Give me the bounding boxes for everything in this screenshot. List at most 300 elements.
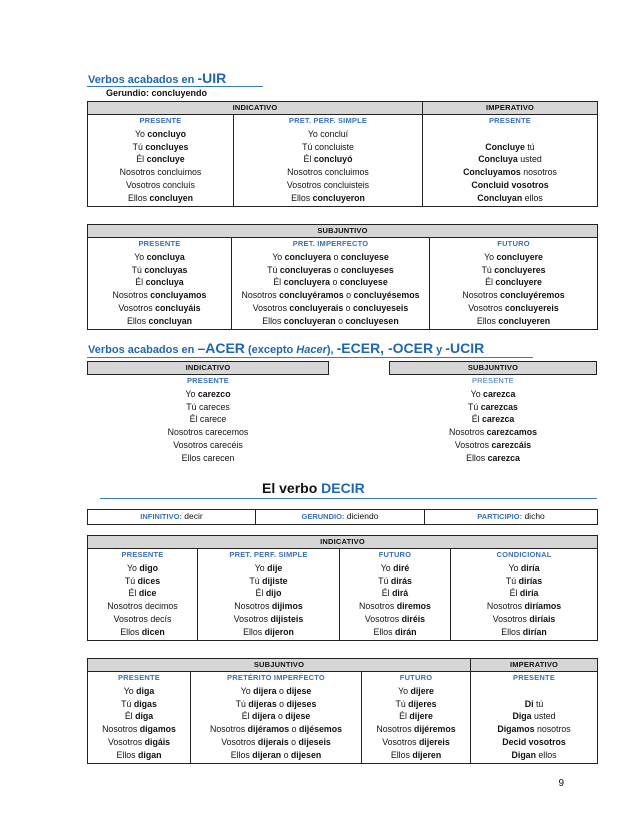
conjugation-text: Vosotros — [454, 439, 492, 450]
uir-imperativo-list — [423, 128, 597, 205]
acer-title — [88, 340, 484, 358]
conjugation-form: Digamos — [497, 724, 535, 735]
conjugation-form: carezcas — [480, 401, 518, 412]
conjugation-form: dijiste — [262, 575, 288, 586]
conjugation-row — [88, 723, 190, 736]
conjugation-form: concluyen — [149, 192, 194, 203]
conjugation-form: dirás — [390, 575, 412, 586]
conjugation-text: Él — [399, 711, 410, 722]
conjugation-text: Nosotros — [112, 290, 151, 301]
conjugation-row — [423, 141, 597, 154]
decir-title — [262, 480, 365, 496]
conjugation-form: diremos — [396, 601, 431, 612]
conjugation-text: Nosotros concluimos — [287, 167, 369, 178]
conjugation-text: Yo — [470, 388, 484, 399]
conjugation-row — [471, 710, 597, 723]
decir-cond-label: CONDICIONAL — [496, 550, 552, 559]
conjugation-row — [88, 698, 190, 711]
conjugation-form: concluyereis — [504, 302, 559, 313]
uir-presente-list — [88, 128, 233, 205]
conjugation-form: dicen — [141, 626, 165, 637]
conjugation-text: Yo — [134, 128, 148, 139]
conjugation-row — [88, 401, 329, 414]
conjugation-row — [198, 600, 339, 613]
conjugation-form: dijerais — [257, 736, 289, 747]
conjugation-text: Él — [509, 588, 520, 599]
conjugation-row — [232, 264, 429, 277]
conjugation-form: concluyas — [144, 264, 188, 275]
acer-title-3: (excepto — [244, 344, 297, 356]
conjugation-row — [88, 179, 233, 192]
conjugation-form: dirá — [392, 588, 409, 599]
conjugation-row — [451, 587, 597, 600]
conjugation-row — [191, 723, 361, 736]
conjugation-text: Yo — [123, 685, 137, 696]
uir-s-futuro-list — [430, 251, 597, 328]
conjugation-form: diría — [519, 588, 539, 599]
conjugation-text: Ellos — [127, 192, 150, 203]
conjugation-text: Yo — [272, 251, 285, 262]
conjugation-row — [390, 413, 597, 426]
conjugation-text: o — [343, 290, 354, 301]
conjugation-text: Yo — [484, 251, 497, 262]
conjugation-form: carezca — [487, 452, 520, 463]
conjugation-text: o — [275, 711, 286, 722]
uir-ind-header: INDICATIVO — [88, 102, 423, 115]
conjugation-row — [430, 302, 597, 315]
conjugation-row — [423, 128, 597, 141]
conjugation-form: concluyéremos — [500, 290, 565, 301]
conjugation-form: concluyáis — [155, 302, 201, 313]
decir-s-imp-label: PRETÉRITO IMPERFECTO — [227, 673, 325, 682]
conjugation-text: Nosotros concluimos — [119, 167, 202, 178]
conjugation-text: Yo — [398, 685, 411, 696]
conjugation-form: dijera — [253, 685, 277, 696]
conjugation-row — [198, 562, 339, 575]
conjugation-form: concluyó — [313, 154, 353, 165]
conjugation-form: concluyeron — [312, 192, 365, 203]
acer-title-6: -ECER, -OCER — [336, 340, 434, 356]
conjugation-text: Él — [136, 154, 147, 165]
conjugation-row — [191, 710, 361, 723]
conjugation-row — [451, 575, 597, 588]
uir-pret-label: PRET. PERF. SIMPLE — [288, 116, 368, 125]
conjugation-text: Nosotros — [359, 601, 397, 612]
conjugation-row — [390, 426, 597, 439]
decir-ger-value: diciendo — [344, 511, 379, 521]
acer-title-4: Hacer — [296, 344, 327, 356]
conjugation-text: Él — [471, 414, 482, 425]
decir-info-table — [87, 509, 597, 525]
conjugation-row — [88, 264, 231, 277]
acer-indicativo-table — [87, 361, 329, 466]
page-number: 9 — [558, 778, 564, 789]
conjugation-form: Concluyan — [477, 192, 523, 203]
conjugation-row — [451, 626, 597, 639]
conjugation-row — [191, 736, 361, 749]
conjugation-form: concluya — [146, 251, 185, 262]
decir-s-fut-label: FUTURO — [399, 673, 433, 682]
conjugation-row — [88, 736, 190, 749]
conjugation-form: diríamos — [524, 601, 562, 612]
conjugation-text: Nosotros — [376, 724, 415, 735]
conjugation-row — [88, 626, 197, 639]
conjugation-text: tú — [524, 141, 535, 152]
conjugation-text: Ellos — [390, 749, 413, 760]
conjugation-row — [88, 251, 231, 264]
uir-subjuntivo-table — [87, 224, 597, 330]
conjugation-form: digas — [133, 698, 157, 709]
acer-sub-list — [390, 388, 597, 465]
conjugation-text: Vosotros — [107, 736, 145, 747]
conjugation-form: Concluya — [478, 154, 518, 165]
conjugation-text: Ellos — [291, 192, 313, 203]
decir-s-imperfecto-list — [191, 685, 361, 762]
conjugation-text: Vosotros — [468, 302, 505, 313]
conjugation-row — [198, 587, 339, 600]
conjugation-form: concluyera — [283, 277, 331, 288]
conjugation-text: Nosotros — [486, 601, 525, 612]
conjugation-form: dijeron — [264, 626, 294, 637]
conjugation-row — [88, 192, 233, 205]
conjugation-row — [423, 192, 597, 205]
decir-presente-list — [88, 562, 197, 639]
conjugation-form: dijesen — [290, 749, 322, 760]
conjugation-text: Tú — [395, 698, 409, 709]
conjugation-form: concluyere — [496, 251, 543, 262]
conjugation-row — [88, 166, 233, 179]
conjugation-row — [88, 452, 329, 465]
conjugation-text: Vosotros — [118, 302, 156, 313]
conjugation-form: dijéramos — [247, 724, 290, 735]
conjugation-row — [88, 128, 233, 141]
conjugation-row — [362, 710, 470, 723]
acer-title-2: –ACER — [197, 340, 245, 356]
decir-s-pres-label: PRESENTE — [117, 673, 161, 682]
acer-title-5: ), — [326, 344, 337, 356]
conjugation-row — [88, 685, 190, 698]
conjugation-form: dijese — [286, 685, 312, 696]
conjugation-text: Vosotros — [382, 736, 419, 747]
conjugation-text: Ellos — [120, 626, 142, 637]
conjugation-form: carezca — [481, 414, 515, 425]
conjugation-form: concluyamos — [150, 290, 207, 301]
conjugation-text: Nosotros — [448, 427, 487, 438]
conjugation-text: Vosotros — [492, 613, 530, 624]
conjugation-form: dice — [138, 588, 157, 599]
decir-inf-label: INFINITIVO: — [140, 512, 182, 521]
uir-s-imperfecto-list — [232, 251, 429, 328]
conjugation-form: digáis — [144, 736, 171, 747]
conjugation-text: Yo — [254, 562, 268, 573]
decir-title-pre: El verbo — [262, 480, 322, 496]
conjugation-row — [451, 613, 597, 626]
conjugation-form: concluya — [145, 277, 184, 288]
conjugation-row — [340, 613, 450, 626]
conjugation-text: o — [276, 698, 287, 709]
decir-pret-label: PRET. PERF. SIMPLE — [229, 550, 308, 559]
acer-ind-header: INDICATIVO — [88, 362, 329, 375]
conjugation-text: o — [331, 264, 342, 275]
conjugation-row — [88, 315, 231, 328]
acer-sub-header: SUBJUNTIVO — [390, 362, 597, 375]
conjugation-row — [88, 587, 197, 600]
conjugation-form: diréis — [401, 613, 426, 624]
conjugation-text: nosotros — [520, 167, 557, 178]
conjugation-row — [430, 251, 597, 264]
conjugation-row — [88, 276, 231, 289]
acer-title-1: Verbos acabados en — [88, 344, 198, 356]
decir-pres-label: PRESENTE — [121, 550, 164, 559]
conjugation-row — [423, 166, 597, 179]
conjugation-form: diré — [393, 562, 410, 573]
conjugation-form: Concluyamos — [463, 167, 521, 178]
uir-s-presente-list — [88, 251, 231, 328]
decir-par-value: dicho — [522, 511, 545, 521]
uir-s-fut-label: FUTURO — [497, 239, 530, 248]
conjugation-row — [390, 401, 597, 414]
conjugation-form: concluyera — [284, 251, 332, 262]
conjugation-form: digamos — [139, 724, 176, 735]
conjugation-text: usted — [517, 154, 542, 165]
conjugation-text: nosotros — [534, 724, 571, 735]
conjugation-row — [362, 698, 470, 711]
conjugation-row — [88, 289, 231, 302]
uir-title-underline — [87, 86, 263, 87]
acer-title-8: -UCIR — [445, 340, 485, 356]
conjugation-text: Vosotros — [221, 736, 258, 747]
conjugation-text: Yo — [127, 562, 140, 573]
conjugation-form: concluyese — [339, 277, 388, 288]
acer-sub-label: PRESENTE — [471, 376, 515, 385]
conjugation-text: o — [331, 251, 341, 262]
conjugation-form: dijera — [252, 711, 276, 722]
conjugation-form: carezco — [197, 388, 231, 399]
conjugation-text: Yo — [508, 562, 521, 573]
conjugation-row — [430, 289, 597, 302]
conjugation-text: o — [343, 302, 353, 313]
conjugation-text: Ellos — [466, 452, 488, 463]
decir-fut-label: FUTURO — [378, 550, 412, 559]
conjugation-row — [471, 736, 597, 749]
conjugation-text: Nosotros — [234, 601, 272, 612]
conjugation-row — [423, 153, 597, 166]
conjugation-text: Tú careces — [186, 401, 230, 412]
decir-sub-header: SUBJUNTIVO — [88, 659, 471, 672]
conjugation-form: concluyeren — [498, 315, 551, 326]
conjugation-text: Vosotros decís — [113, 613, 172, 624]
conjugation-row — [390, 452, 597, 465]
decir-inf-value: decir — [181, 511, 203, 521]
uir-s-pres-label: PRESENTE — [138, 239, 181, 248]
conjugation-form: Decid vosotros — [502, 736, 566, 747]
conjugation-form: concluyeseis — [353, 302, 409, 313]
uir-title-suffix: -UIR — [197, 70, 227, 86]
conjugation-text: Tú — [235, 698, 249, 709]
conjugation-form: dijeras — [248, 698, 277, 709]
conjugation-text: Vosotros — [233, 613, 271, 624]
conjugation-row — [88, 141, 233, 154]
conjugation-row — [390, 439, 597, 452]
conjugation-row — [362, 749, 470, 762]
conjugation-row — [451, 562, 597, 575]
conjugation-text: Nosotros — [209, 724, 248, 735]
conjugation-text: Nosotros — [241, 290, 280, 301]
conjugation-text: o — [288, 736, 299, 747]
conjugation-text: o — [335, 315, 346, 326]
conjugation-text: Él — [128, 588, 139, 599]
conjugation-form: concluyese — [340, 251, 389, 262]
conjugation-text: Vosotros concluisteis — [286, 179, 370, 190]
conjugation-form: carezcáis — [491, 439, 532, 450]
conjugation-form: dijisteis — [270, 613, 304, 624]
conjugation-row — [234, 141, 422, 154]
conjugation-form: dirán — [395, 626, 417, 637]
conjugation-row — [471, 723, 597, 736]
decir-s-presente-list — [88, 685, 190, 762]
conjugation-row — [88, 562, 197, 575]
conjugation-form: concluyésemos — [353, 290, 420, 301]
decir-imperativo-list — [471, 685, 597, 762]
conjugation-text: tú — [533, 698, 544, 709]
conjugation-text: Ellos — [262, 315, 284, 326]
uir-gerundio: Gerundio: concluyendo — [106, 88, 208, 98]
decir-preterito-list — [198, 562, 339, 639]
conjugation-text: Él — [241, 711, 253, 722]
conjugation-form: dijeres — [408, 698, 437, 709]
conjugation-text: Ellos — [243, 626, 265, 637]
conjugation-form: concluyan — [148, 315, 193, 326]
conjugation-text: Él — [485, 277, 496, 288]
conjugation-text: Yo — [185, 388, 198, 399]
conjugation-row — [234, 192, 422, 205]
decir-par-label: PARTICIPIO: — [477, 512, 523, 521]
conjugation-form: concluyeran — [283, 315, 336, 326]
conjugation-form: dijere — [409, 711, 433, 722]
conjugation-form: Digan — [511, 749, 536, 760]
conjugation-text: Tú — [121, 698, 134, 709]
conjugation-row — [430, 315, 597, 328]
decir-ger-label: GERUNDIO: — [301, 512, 345, 521]
conjugation-text: Vosotros carecéis — [173, 439, 243, 450]
conjugation-text: o — [289, 724, 299, 735]
conjugation-text: Nosotros — [462, 290, 501, 301]
conjugation-text: Tú — [378, 575, 391, 586]
conjugation-form: dijéremos — [414, 724, 456, 735]
uir-preterito-list — [234, 128, 422, 205]
conjugation-form: dijeses — [286, 698, 317, 709]
uir-s-imp-label: PRET. IMPERFECTO — [292, 239, 369, 248]
conjugation-form: concluyeses — [341, 264, 394, 275]
conjugation-row — [471, 698, 597, 711]
conjugation-text: Yo — [134, 251, 147, 262]
uir-indicativo-table — [87, 101, 597, 207]
conjugation-row — [362, 685, 470, 698]
conjugation-text: Ellos — [501, 626, 523, 637]
conjugation-row — [234, 153, 422, 166]
acer-ind-list — [88, 388, 329, 465]
conjugation-row — [88, 710, 190, 723]
conjugation-form: concluyeras — [279, 264, 332, 275]
conjugation-form: dirías — [518, 575, 543, 586]
conjugation-text: Ellos — [116, 749, 139, 760]
conjugation-text: Tú — [124, 575, 138, 586]
conjugation-row — [471, 749, 597, 762]
conjugation-text: Nosotros decimos — [107, 601, 178, 612]
conjugation-text: Nosotros — [102, 724, 140, 735]
conjugation-form: dijeren — [412, 749, 442, 760]
conjugation-form: dijimos — [271, 601, 303, 612]
conjugation-text: Tú — [249, 575, 263, 586]
acer-subjuntivo-table — [389, 361, 597, 466]
conjugation-row — [234, 179, 422, 192]
decir-ind-header: INDICATIVO — [88, 536, 598, 549]
conjugation-form: dijere — [410, 685, 434, 696]
conjugation-form: diría — [520, 562, 540, 573]
conjugation-text: o — [281, 749, 291, 760]
conjugation-row — [88, 426, 329, 439]
conjugation-form: dijereis — [418, 736, 450, 747]
conjugation-text: Él — [255, 588, 266, 599]
conjugation-text: Yo — [380, 562, 394, 573]
conjugation-text: Tú — [481, 264, 495, 275]
conjugation-text: Él — [303, 154, 314, 165]
conjugation-text: Él — [273, 277, 284, 288]
conjugation-text: Tú — [505, 575, 519, 586]
conjugation-form: Concluid vosotros — [471, 179, 549, 190]
conjugation-row — [340, 626, 450, 639]
conjugation-row — [362, 723, 470, 736]
conjugation-row — [88, 600, 197, 613]
conjugation-text: Tú — [267, 264, 280, 275]
conjugation-row — [430, 264, 597, 277]
conjugation-row — [198, 575, 339, 588]
decir-futuro-list — [340, 562, 450, 639]
conjugation-row — [423, 179, 597, 192]
conjugation-row — [191, 698, 361, 711]
conjugation-form: concluyeres — [494, 264, 546, 275]
conjugation-form: dirían — [522, 626, 547, 637]
conjugation-form: concluyesen — [345, 315, 399, 326]
decir-indicativo-table — [87, 535, 597, 641]
decir-imp-header: IMPERATIVO — [471, 659, 598, 672]
conjugation-row — [340, 562, 450, 575]
decir-impe-label: PRESENTE — [513, 673, 556, 682]
conjugation-form: diríais — [529, 613, 556, 624]
conjugation-row — [232, 289, 429, 302]
conjugation-row — [340, 575, 450, 588]
uir-imp-header: IMPERATIVO — [423, 102, 598, 115]
conjugation-text: ellos — [535, 749, 557, 760]
conjugation-form: carezca — [483, 388, 516, 399]
conjugation-form: dijeseis — [298, 736, 331, 747]
conjugation-row — [471, 685, 597, 698]
conjugation-row — [340, 587, 450, 600]
conjugation-row — [198, 613, 339, 626]
conjugation-text: Yo — [240, 685, 254, 696]
conjugation-form: Di — [524, 698, 534, 709]
acer-pres-label: PRESENTE — [186, 376, 230, 385]
conjugation-text: usted — [531, 711, 556, 722]
decir-title-underline — [100, 498, 597, 499]
conjugation-row — [390, 388, 597, 401]
acer-title-7: y — [433, 344, 446, 356]
conjugation-text: Tú — [132, 141, 146, 152]
conjugation-text: Yo concluí — [307, 128, 349, 139]
conjugation-row — [88, 153, 233, 166]
conjugation-row — [88, 613, 197, 626]
conjugation-text: Él carece — [189, 414, 227, 425]
